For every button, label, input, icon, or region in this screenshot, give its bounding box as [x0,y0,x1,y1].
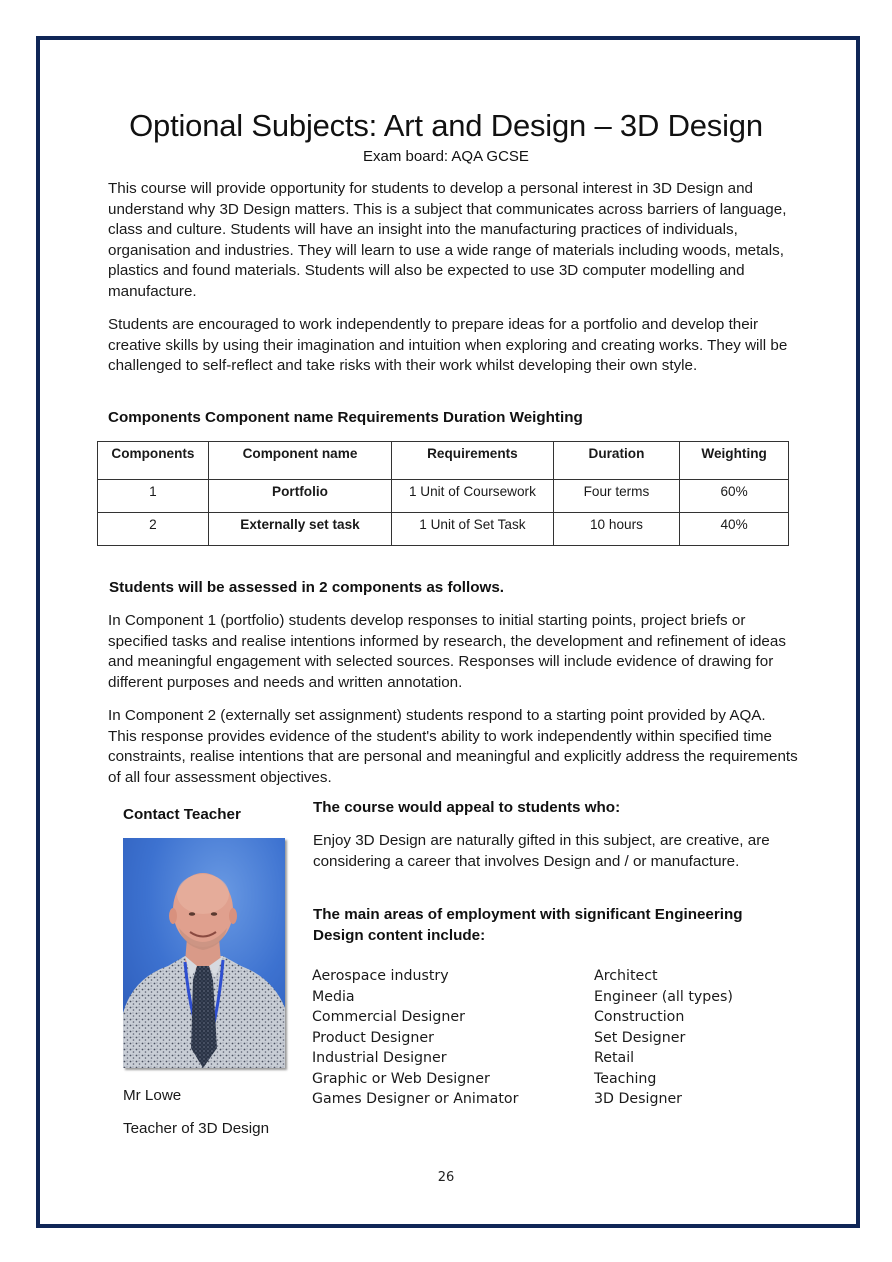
appeal-text: Enjoy 3D Design are naturally gifted in this subject, are creative, are considering a career that involves Design and / or manufacture. [313,832,770,870]
list-item: Construction [594,1009,685,1025]
component-2-description: In Component 2 (externally set assignment) students respond to a starting point provided by AQA. This response provides evidence of the student's ability to work independently within specified time constraints, realise intentions that are personal and meaningful and explicitly address the requirements of all four assessment objectives. [108,707,798,786]
header-requirements: Requirements [392,442,554,480]
appeal-heading: The course would appeal to students who: [313,799,621,816]
cell-requirements: 1 Unit of Coursework [392,480,554,513]
employment-list-right [594,966,733,1110]
list-item: Industrial Designer [312,1050,447,1066]
list-item: Graphic or Web Designer [312,1070,490,1087]
intro-paragraph-1: This course will provide opportunity for students to develop a personal interest in 3D Design and understand why 3D Design matters. This is a subject that communicates across barriers of language, class and culture. Students will have an insight into the manufacturing practices of individuals, organisation and industries. They will learn to use a wide range of materials including woods, metals, plastics and found materials. Students will also be expected to use 3D computer modelling and manufacture. [108,180,787,300]
cell-weighting: 40% [680,513,789,546]
list-item: Set Designer [594,1029,686,1046]
table-header-row [98,442,789,480]
list-item: Product Designer [312,1029,434,1046]
cell-component-number: 2 [98,513,209,546]
list-item: Commercial Designer [312,1009,465,1025]
cell-duration: 10 hours [553,513,680,546]
header-weighting: Weighting [680,442,789,480]
header-component-name: Component name [208,442,391,480]
list-item: Teaching [594,1070,657,1087]
cell-requirements: 1 Unit of Set Task [392,513,554,546]
contact-teacher-label: Contact Teacher [123,806,241,823]
exam-board-subtitle: Exam board: AQA GCSE [363,148,529,165]
page-number: 26 [437,1170,455,1185]
cell-component-name: Externally set task [208,513,391,546]
assessment-heading: Students will be assessed in 2 components as follows. [109,579,504,596]
list-item: Engineer (all types) [594,988,733,1005]
teacher-name: Mr Lowe [123,1087,182,1104]
table-row [98,513,789,546]
list-item: 3D Designer [594,1091,683,1107]
components-heading: Components Component name Requirements Duration Weighting [108,409,583,426]
list-item: Media [312,988,355,1005]
cell-component-name: Portfolio [208,480,391,513]
list-item: Games Designer or Animator [312,1091,519,1107]
teacher-photo [123,838,285,1068]
intro-paragraph-2: Students are encouraged to work independently to prepare ideas for a portfolio and develop their creative skills by using their imagination and intuition when exploring and creating works. They will be challenged to self-reflect and take risks with their work whilst developing their own style. [108,316,788,374]
cell-duration: Four terms [553,480,680,513]
page-title: Optional Subjects: Art and Design – 3D Design [129,108,763,143]
employment-list-left [312,966,518,1110]
list-item: Aerospace industry [312,968,449,984]
teacher-portrait-icon [123,838,285,1068]
header-duration: Duration [553,442,680,480]
list-item: Retail [594,1050,635,1066]
header-components: Components [98,442,209,480]
table-row [98,480,789,513]
component-1-description: In Component 1 (portfolio) students develop responses to initial starting points, project briefs or specified tasks and realise intentions informed by research, the development and refinement of ideas and meaningful engagement with selected sources. Responses will include evidence of drawing for different purposes and needs and written annotation. [108,612,786,691]
cell-component-number: 1 [98,480,209,513]
components-table [97,441,789,546]
employment-heading: The main areas of employment with significant Engineering Design content include: [313,906,743,944]
list-item: Architect [594,968,658,984]
teacher-role: Teacher of 3D Design [123,1120,270,1137]
cell-weighting: 60% [680,480,789,513]
